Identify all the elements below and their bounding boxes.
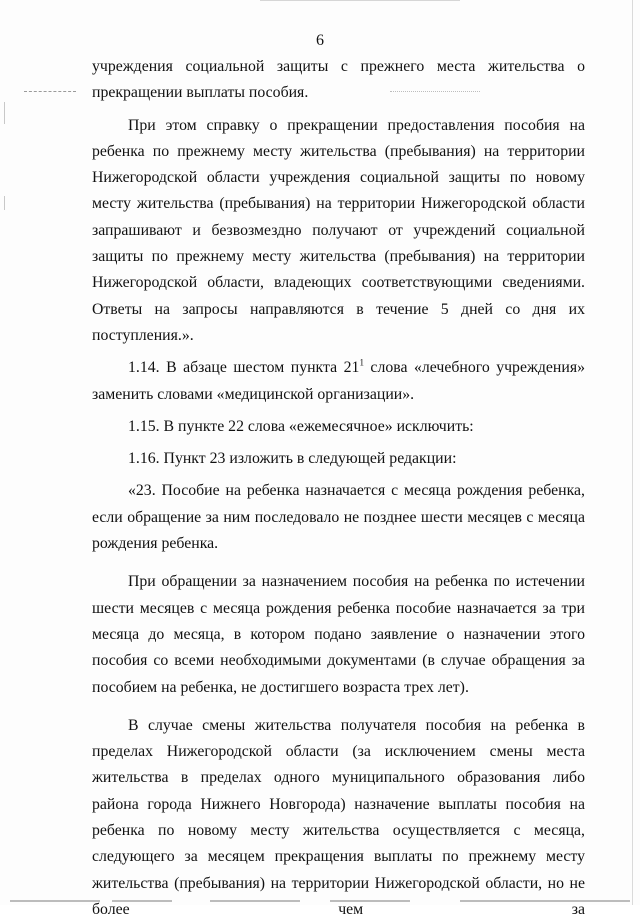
paragraph-late-application: При обращении за назначением пособия на ребенка по истечении шести месяцев с месяца рождения ребенка пособие назначается за три месяца до месяца, в котором подано заявление о назначении этого пособия со всеми необходимыми документами (в случае обращения за пособием на ребенка, не достигшего возраста трех лет). [92,573,585,696]
scan-edge-left-mark [4,102,5,124]
paragraph-item-23: «23. Пособие на ребенка назначается с месяца рождения ребенка, если обращение за ним последовало не позднее шести месяцев с месяца рождения ребенка. [92,482,585,553]
scan-edge-left-mark-2 [4,196,5,210]
paragraph-item-1-14 [92,355,585,408]
scan-edge-right-line [632,0,633,905]
scan-edge-top [260,0,460,1]
item-1-14-superscript: 1 [359,358,364,368]
paragraph-certificate-request: При этом справку о прекращении предоставления пособия на ребенка по прежнему месту жительства (пребывания) на территории Нижегородской области учреждения социальной защиты по новому месту жительства (пребывания) на территории Нижегородской области запрашивают и безвозмездно получают от учреждений социальной защиты по прежнему месту жительства (пребывания) на территории Нижегородской области, владеющих соответствующими сведениями. Ответы на запросы направляются в течение 5 дней со дня их поступления.». [92,116,585,344]
item-1-14-text-b: слова «лечебного учреждения» заменить словами «медицинской организации». [92,359,585,403]
paragraph-item-1-15: 1.15. В пункте 22 слова «ежемесячное» исключить: [128,417,474,435]
paragraph-residence-change: В случае смены жительства получателя пособия на ребенка в пределах Нижегородской области (за исключением смены места жительства в пределах одного муниципального образования либо района города Нижнего Новгорода) назначение выплаты пособия на ребенка по новому месту жительства осуществляется с месяца, следующего за месяцем прекращения выплаты по прежнему месту жительства (пребывания) на территории Нижегородской области, но не более чем за [92,716,585,918]
page-number: 6 [316,32,324,49]
paragraph-continuation: учреждения социальной защиты с прежнего места жительства о прекращении выплаты пособия. [92,58,585,102]
scan-dash-mark [24,91,76,93]
paragraph-item-1-16: 1.16. Пункт 23 изложить в следующей редакции: [128,450,457,468]
item-1-14-text-a: 1.14. В абзаце шестом пункта 21 [128,359,360,377]
document-body [92,54,585,923]
scan-edge-bottom-1 [10,900,100,902]
